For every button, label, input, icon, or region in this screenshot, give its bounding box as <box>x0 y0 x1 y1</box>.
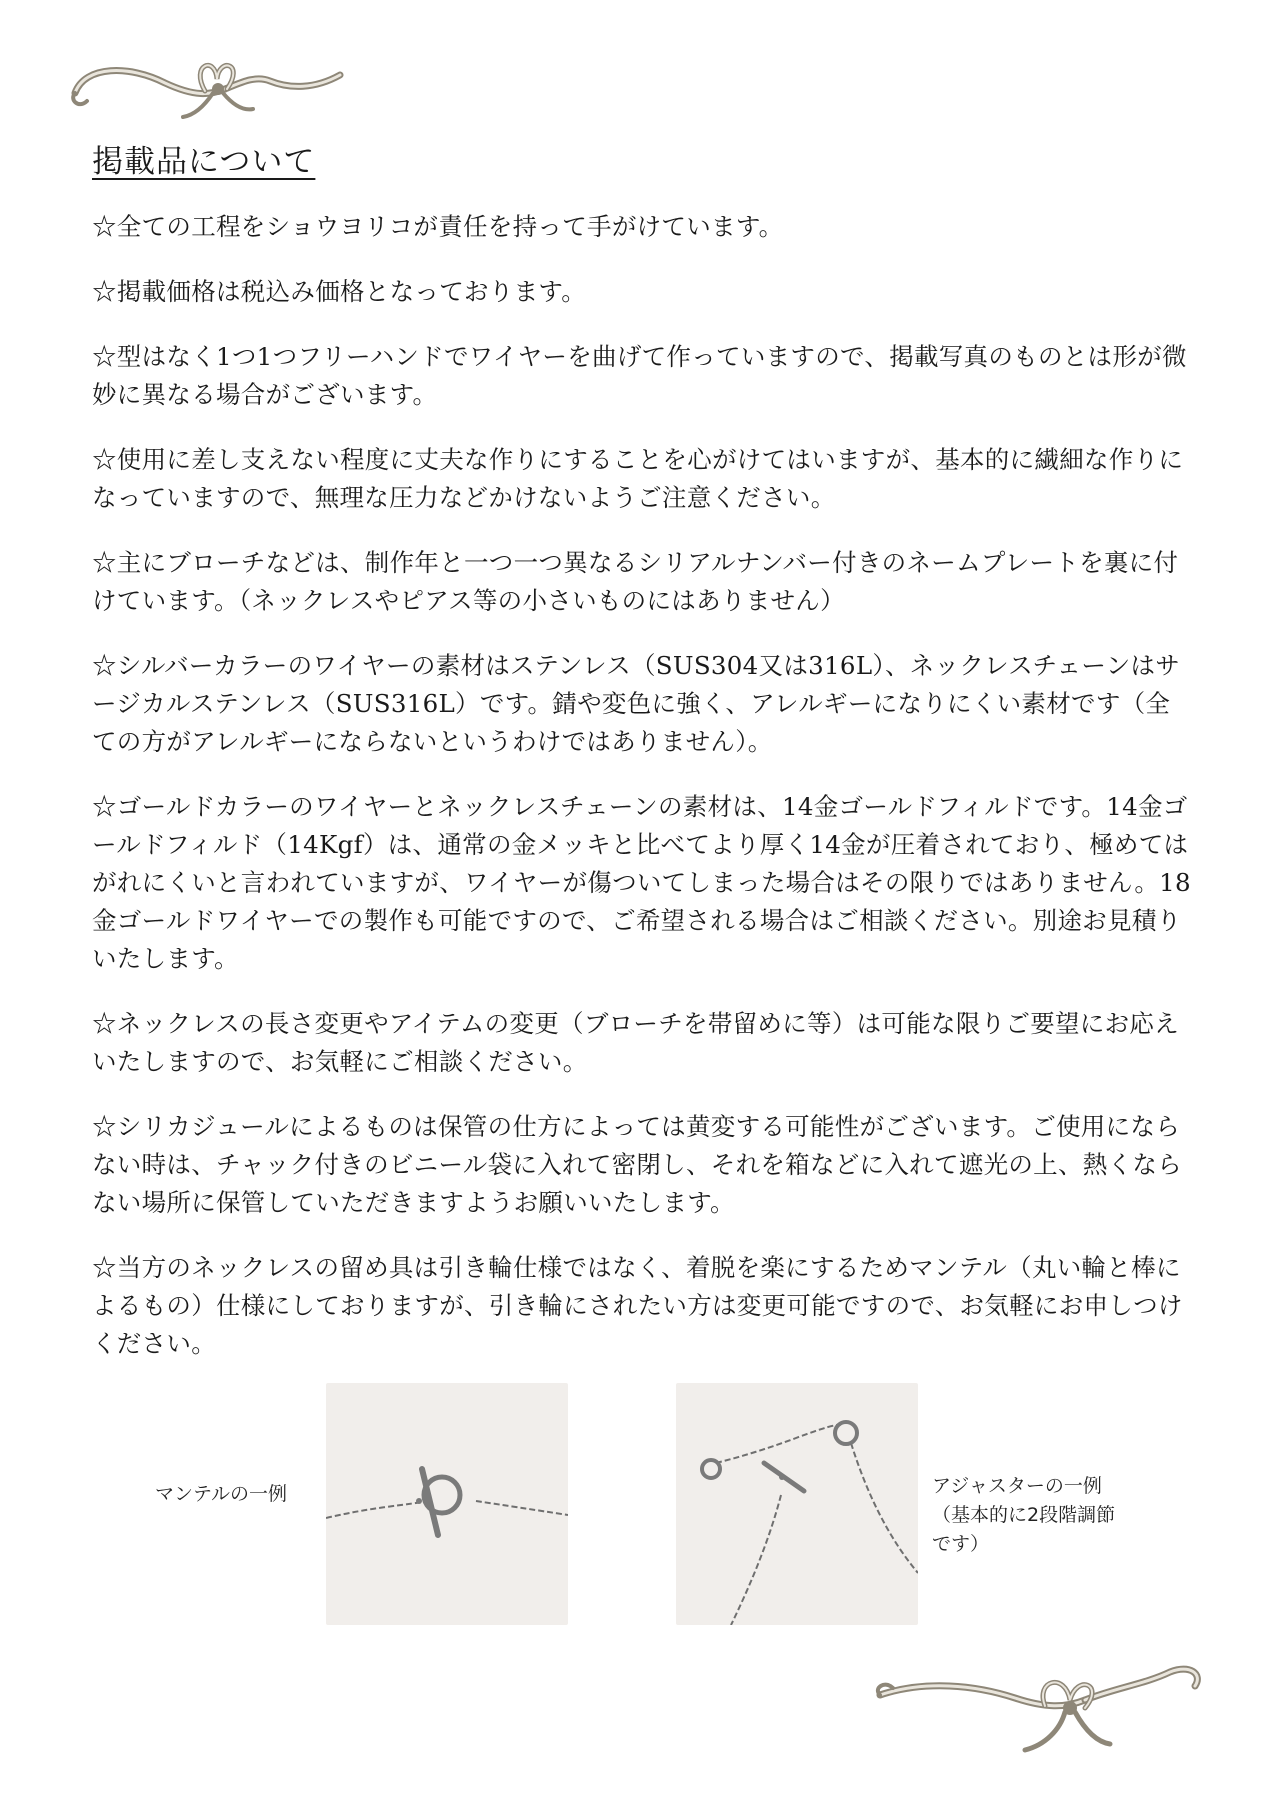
ribbon-ornament-top <box>55 45 355 125</box>
adjuster-caption <box>932 1472 1162 1559</box>
adjuster-caption-line: （基本的に2段階調節 <box>932 1504 1116 1526</box>
note-paragraph: ☆当方のネックレスの留め具は引き輪仕様ではなく、着脱を楽にするためマンテル（丸い輪と棒によるもの）仕様にしておりますが、引き輪にされたい方は変更可能ですので、お気軽にお申しつけください。 <box>92 1253 1183 1358</box>
adjuster-caption-line: アジャスターの一例 <box>932 1475 1102 1497</box>
note-paragraph: ☆掲載価格は税込み価格となっております。 <box>92 277 587 306</box>
ribbon-ornament-bottom <box>865 1650 1210 1760</box>
note-paragraph: ☆シルバーカラーのワイヤーの素材はステンレス（SUS304又は316L）、ネックレスチェーンはサージカルステンレス（SUS316L）です。錆や変色に強く、アレルギーになりにくい素材です（全ての方がアレルギーにならないというわけではありません）。 <box>92 651 1181 756</box>
mantel-clasp-photo <box>326 1383 568 1625</box>
note-paragraph: ☆シリカジュールによるものは保管の仕方によっては黄変する可能性がございます。ご使用にならない時は、チャック付きのビニール袋に入れて密閉し、それを箱などに入れて遮光の上、熱くならない場所に保管していただきますようお願いいたします。 <box>92 1112 1182 1217</box>
note-paragraph: ☆ゴールドカラーのワイヤーとネックレスチェーンの素材は、14金ゴールドフィルドです。14金ゴールドフィルド（14Kgf）は、通常の金メッキと比べてより厚く14金が圧着されており、極めてはがれにくいと言われていますが、ワイヤーが傷ついてしまった場合はその限りではありません。18金ゴールドワイヤーでの製作も可能ですので、ご希望される場合はご相談ください。別途お見積りいたします。 <box>92 792 1191 973</box>
note-paragraph: ☆使用に差し支えない程度に丈夫な作りにすることを心がけてはいますが、基本的に繊細な作りになっていますので、無理な圧力などかけないようご注意ください。 <box>92 445 1184 512</box>
adjuster-caption-line: です） <box>932 1533 990 1555</box>
mantel-caption: マンテルの一例 <box>155 1483 288 1505</box>
note-paragraph: ☆全ての工程をショウヨリコが責任を持って手がけています。 <box>92 212 784 241</box>
adjuster-photo <box>676 1383 918 1625</box>
page-title: 掲載品について <box>92 144 316 180</box>
notes-list <box>92 208 1192 1390</box>
note-paragraph: ☆型はなく1つ1つフリーハンドでワイヤーを曲げて作っていますので、掲載写真のものとは形が微妙に異なる場合がございます。 <box>92 342 1187 409</box>
note-paragraph: ☆主にブローチなどは、制作年と一つ一つ異なるシリアルナンバー付きのネームプレートを裏に付けています。（ネックレスやピアス等の小さいものにはありません） <box>92 548 1179 615</box>
note-paragraph: ☆ネックレスの長さ変更やアイテムの変更（ブローチを帯留めに等）は可能な限りご要望にお応えいたしますので、お気軽にご相談ください。 <box>92 1009 1180 1076</box>
